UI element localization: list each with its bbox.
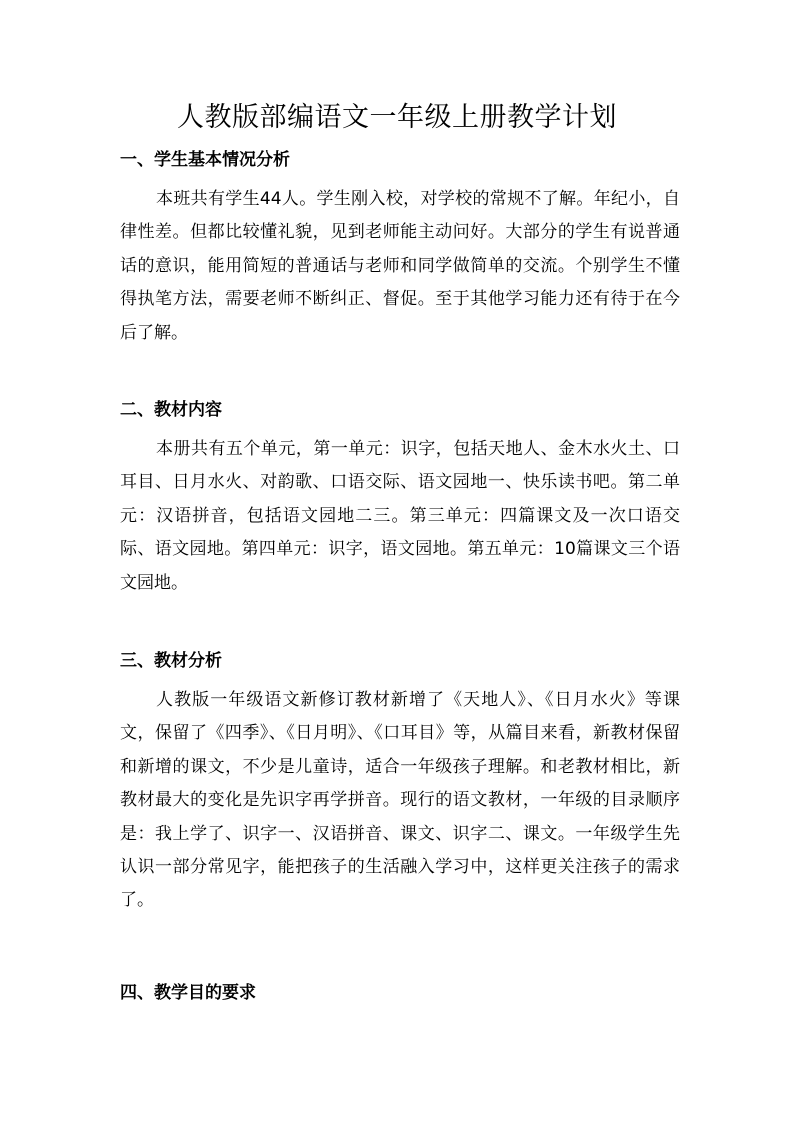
section-heading-textbook-analysis: 三、教材分析 [120, 651, 222, 671]
document-title: 人教版部编语文一年级上册教学计划 [177, 102, 617, 133]
section-paragraph-textbook-content: 本册共有五个单元，第一单元：识字，包括天地人、金木水火土、口耳目、日月水火、对韵歌、口语交际、语文园地一、快乐读书吧。第二单元：汉语拼音，包括语文园地二三。第三单元：四篇课文及一次口语交际、语文园地。第四单元：识字，语文园地。第五单元：10篇课文三个语文园地。 [120, 439, 680, 593]
section-heading-textbook-content: 二、教材内容 [120, 400, 222, 420]
section-heading-student-analysis: 一、学生基本情况分析 [120, 150, 290, 170]
section-paragraph-student-analysis: 本班共有学生44人。学生刚入校，对学校的常规不了解。年纪小，自律性差。但都比较懂礼貌，见到老师能主动问好。大部分的学生有说普通话的意识，能用简短的普通话与老师和同学做简单的交流。个别学生不懂得执笔方法，需要老师不断纠正、督促。至于其他学习能力还有待于在今后了解。 [120, 189, 680, 343]
section-heading-teaching-goals: 四、教学目的要求 [120, 983, 256, 1003]
section-paragraph-textbook-analysis: 人教版一年级语文新修订教材新增了《天地人》、《日月水火》等课文，保留了《四季》、《日月明》、《口耳目》等，从篇目来看，新教材保留和新增的课文，不少是儿童诗，适合一年级孩子理解。和老教材相比，新教材最大的变化是先识字再学拼音。现行的语文教材，一年级的目录顺序是：我上学了、识字一、汉语拼音、课文、识字二、课文。一年级学生先认识一部分常见字，能把孩子的生活融入学习中，这样更关注孩子的需求了。 [120, 690, 680, 911]
